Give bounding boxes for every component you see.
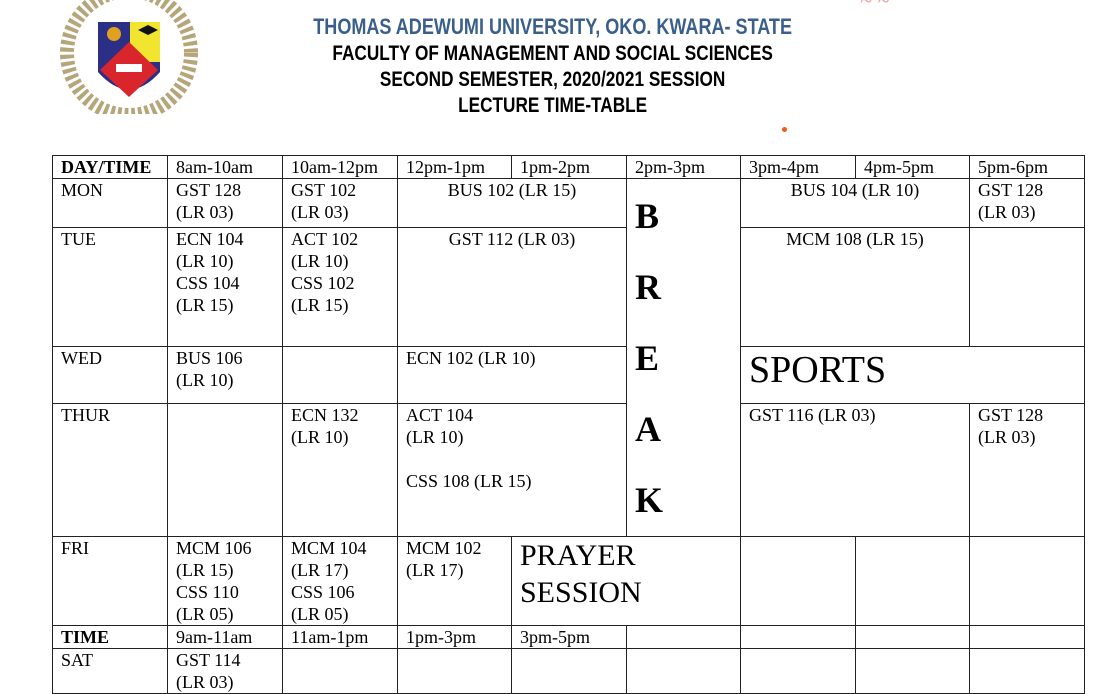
time-cell: 3pm-5pm <box>512 626 627 649</box>
time-cell: 11am-1pm <box>283 626 398 649</box>
class-cell: BUS 106 (LR 10) <box>168 346 283 403</box>
cursor-dot <box>782 127 787 132</box>
page-title: LECTURE TIME-TABLE <box>458 94 648 117</box>
header-cell: 10am-12pm <box>283 156 398 179</box>
time-label: TIME <box>53 626 168 649</box>
faculty-name: FACULTY OF MANAGEMENT AND SOCIAL SCIENCES <box>332 42 773 65</box>
semester: SECOND SEMESTER, 2020/2021 SESSION <box>379 68 726 91</box>
break-cell: B R E A K <box>627 179 741 537</box>
table-row-mon <box>53 179 1085 228</box>
empty-cell <box>627 649 741 694</box>
empty-cell <box>512 649 627 694</box>
table-row-sat <box>53 649 1085 694</box>
header-row <box>53 156 1085 179</box>
class-cell: BUS 104 (LR 10) <box>741 179 970 228</box>
table-row-thur <box>53 403 1085 536</box>
empty-cell <box>970 537 1085 626</box>
prayer-cell: PRAYER SESSION <box>512 537 741 626</box>
time-cell: 1pm-3pm <box>398 626 512 649</box>
empty-cell <box>398 649 512 694</box>
day-cell: TUE <box>53 227 168 346</box>
class-cell: MCM 108 (LR 15) <box>741 227 970 346</box>
empty-cell <box>741 626 856 649</box>
class-cell: ECN 132 (LR 10) <box>283 403 398 536</box>
university-name: THOMAS ADEWUMI UNIVERSITY, OKO. KWARA- STATE <box>313 14 792 39</box>
header-cell: 3pm-4pm <box>741 156 856 179</box>
header-cell: DAY/TIME <box>53 156 168 179</box>
class-cell: ACT 104 (LR 10) CSS 108 (LR 15) <box>398 403 627 536</box>
empty-cell <box>970 227 1085 346</box>
day-cell: SAT <box>53 649 168 694</box>
day-cell: FRI <box>53 537 168 626</box>
empty-cell <box>741 649 856 694</box>
class-cell: ACT 102 (LR 10) CSS 102 (LR 15) <box>283 227 398 346</box>
class-cell: MCM 102 (LR 17) <box>398 537 512 626</box>
header-cell: 5pm-6pm <box>970 156 1085 179</box>
time-row <box>53 626 1085 649</box>
empty-cell <box>856 626 970 649</box>
header-cell: 1pm-2pm <box>512 156 627 179</box>
class-cell: ECN 102 (LR 10) <box>398 346 627 403</box>
class-cell: GST 128 (LR 03) <box>168 179 283 228</box>
table-row-tue <box>53 227 1085 346</box>
header-cell: 12pm-1pm <box>398 156 512 179</box>
empty-cell <box>970 626 1085 649</box>
empty-cell <box>283 649 398 694</box>
class-cell: MCM 104 (LR 17) CSS 106 (LR 05) <box>283 537 398 626</box>
empty-cell <box>741 537 856 626</box>
day-cell: MON <box>53 179 168 228</box>
table-row-fri <box>53 537 1085 626</box>
day-cell: WED <box>53 346 168 403</box>
header-cell: 4pm-5pm <box>856 156 970 179</box>
empty-cell <box>856 649 970 694</box>
time-cell: 9am-11am <box>168 626 283 649</box>
class-cell: GST 102 (LR 03) <box>283 179 398 228</box>
day-cell: THUR <box>53 403 168 536</box>
sports-cell: SPORTS <box>741 346 1085 403</box>
empty-cell <box>168 403 283 536</box>
table-row-wed <box>53 346 1085 403</box>
timetable <box>52 155 1085 694</box>
class-cell: BUS 102 (LR 15) <box>398 179 627 228</box>
header-cell: 2pm-3pm <box>627 156 741 179</box>
decorative-scribble: ~ ~ <box>860 0 890 13</box>
empty-cell <box>970 649 1085 694</box>
class-cell: GST 112 (LR 03) <box>398 227 627 346</box>
empty-cell <box>627 626 741 649</box>
empty-cell <box>856 537 970 626</box>
header-cell: 8am-10am <box>168 156 283 179</box>
class-cell: GST 114 (LR 03) <box>168 649 283 694</box>
class-cell: MCM 106 (LR 15) CSS 110 (LR 05) <box>168 537 283 626</box>
class-cell: GST 128 (LR 03) <box>970 403 1085 536</box>
empty-cell <box>283 346 398 403</box>
class-cell: GST 116 (LR 03) <box>741 403 970 536</box>
class-cell: ECN 104 (LR 10) CSS 104 (LR 15) <box>168 227 283 346</box>
class-cell: GST 128 (LR 03) <box>970 179 1085 228</box>
